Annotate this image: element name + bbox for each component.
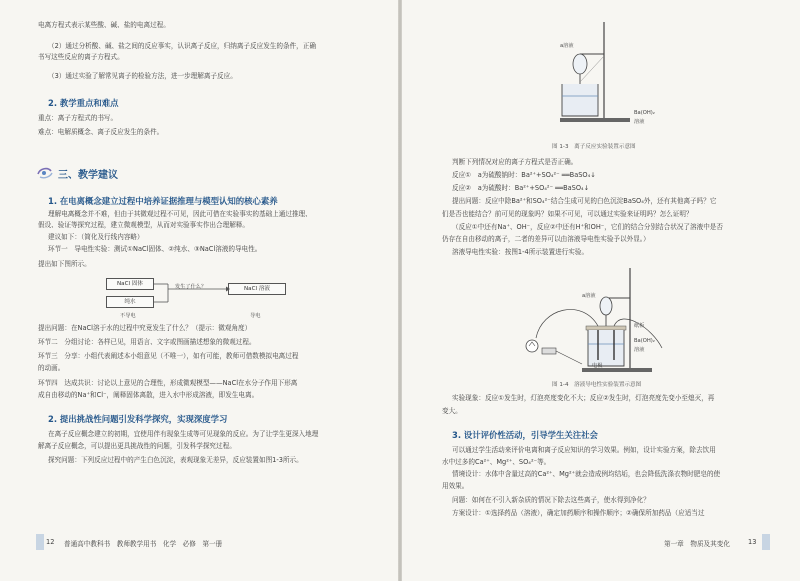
- difficulty-line: 难点：电解质概念、离子反应发生的条件。: [38, 128, 164, 136]
- reaction-1: 反应① a为硫酸钠时：Ba²⁺+SO₄²⁻ ══BaSO₄↓: [452, 171, 596, 179]
- footer-bar-right: [762, 534, 770, 550]
- right-page-number: 13: [748, 538, 757, 546]
- right-page: [402, 0, 800, 581]
- sub1-after-6: 成自由移动的Na⁺和Cl⁻，阐释固体离散，进入水中形成溶液，即发生电离。: [38, 391, 259, 399]
- sub2-line-3: 探究问题：下列反应过程中的产生白色沉淀，表观现象无差异，反应装置如图1-3所示。: [48, 456, 303, 464]
- sub2-line-1: 在离子反应概念建立的初期，宜使用伴有现象生成等可见现象的反应。为了让学生更深入地理: [48, 430, 319, 438]
- fig13-label-reagent: Ba(OH)₂: [634, 110, 655, 116]
- intro-line-1: 电离方程式表示某些酸、碱、盐的电离过程。: [38, 21, 170, 29]
- left-footer-text: 普通高中教科书 教师教学用书 化学 必修 第一册: [64, 540, 223, 548]
- reaction-2: 反应② a为硫酸时：Ba²⁺+SO₄²⁻ ══BaSO₄↓: [452, 184, 590, 192]
- intro-line-2: （2）通过分析酸、碱、盐之间的反应事实，认识离子反应，归纳离子反应发生的条件，正确: [48, 42, 316, 50]
- box-nacl-solution: NaCl 溶液: [228, 283, 286, 295]
- sub3-line-5: 问题：如何在不引入新杂质的情况下除去这些离子，使水得到净化？: [452, 496, 650, 504]
- fig13-label-solution: 溶液: [634, 119, 645, 125]
- right-line-5: 们是否也能结合？前可见的现象吗？如果不可见，可以通过实验来证明吗？怎么证明？: [442, 210, 693, 218]
- sub1-after-5: 环节四 达成共识：讨论以上意见的合理性，形成微观模型——NaCl在水分子作用下形离: [38, 379, 298, 387]
- right-line-7: 仍存在自由移动的离子，二者的差异可以由溶液导电性实验予以外显。）: [442, 235, 650, 243]
- sub1-line-3: 建议如下：（简化及行线内容略）: [48, 233, 144, 241]
- right-line-1: 判断下列情况对应的离子方程式是否正确。: [452, 158, 578, 166]
- fig14-label-reagent: Ba(OH)₂: [634, 338, 655, 344]
- sub1-after-2: 环节二 分组讨论：各样已见，用语言、文字或图画描述想象的微观过程。: [38, 338, 256, 346]
- sub1-title: 1. 在电离概念建立过程中培养证据推理与模型认知的核心素养: [48, 196, 278, 206]
- left-page: [0, 0, 398, 581]
- footer-bar-left: [36, 534, 44, 550]
- label-conduct: 导电: [250, 313, 261, 319]
- focus-line: 重点：离子方程式的书写。: [38, 114, 118, 122]
- sub1-line-2: 假设、验证等探究过程，建立微观模型，从而对实验事实作出合理解释。: [38, 221, 249, 229]
- section-focus-title: 2. 教学重点和难点: [48, 98, 119, 108]
- fig14-caption: 图 1-4 溶液导电性实验装置示意图: [552, 382, 642, 388]
- sub3-title: 3. 设计评价性活动，引导学生关注社会: [452, 430, 598, 440]
- right-line-8: 溶液导电性实验：按图1-4所示装置进行实验。: [452, 248, 589, 256]
- phenomenon-line-2: 变大。: [442, 407, 462, 415]
- sub2-title: 2. 提出挑战性问题引发科学探究，实现深度学习: [48, 414, 228, 424]
- box-nacl-solid: NaCl 固体: [106, 278, 154, 290]
- label-nonconduct: 不导电: [120, 313, 136, 319]
- fig14-label-solution: 溶液: [634, 347, 645, 353]
- sub1-after-1: 提出问题：在NaCl溶于水的过程中究竟发生了什么？（提示：微观角度）: [38, 324, 252, 332]
- main-section-title: 三、教学建议: [58, 170, 118, 181]
- fig14-label-electrode: 电极: [592, 363, 603, 369]
- right-line-6: （反应①中还有Na⁺、OH⁻，反应②中还有H⁺和OH⁻，它们的结合分别结合状况了溶液中是否: [452, 223, 723, 231]
- intro-line-3: 书写这些反应的离子方程式。: [38, 53, 124, 61]
- sub3-line-1: 可以通过学生活动来评价电离和离子反应知识的学习效果。例如，设计实验方案，除去饮用: [452, 446, 716, 454]
- sub3-line-3: 情境设计：水体中含量过高的Ca²⁺、Mg²⁺就会造成例均结垢，也会降低洗涤衣物时肥皂的使: [452, 470, 721, 478]
- fig14-label-burette: a溶液: [582, 293, 596, 299]
- sub1-line-1: 理解电离概念并不难，但由于其微观过程不可见，因此可借在实验事实的基础上通过推理、: [48, 210, 312, 218]
- phenomenon-line-1: 实验现象：反应①发生时，灯泡亮度变化不大；反应②发生时，灯泡亮度先变小至熄灭，再: [452, 394, 715, 402]
- box-water: 纯水: [106, 296, 154, 308]
- fig14-label-paper: 纸板: [634, 323, 645, 329]
- sub1-line-4: 环节一 导电性实验：测试①NaCl固体、②纯水、③NaCl溶液的导电性。: [48, 245, 262, 253]
- diagram-arrow-label: 发生了什么？: [175, 284, 207, 290]
- sub1-after-4: 的动画。: [38, 364, 65, 372]
- sub3-line-6: 方案设计：①选择药品（溶液），确定加药顺序和操作顺序；②确保所加药品（应适当过: [452, 509, 705, 517]
- right-footer-text: 第一章 物质及其变化: [664, 540, 730, 548]
- intro-line-4: （3）通过实验了解常见离子的检验方法，进一步理解离子反应。: [48, 72, 237, 80]
- sub2-line-2: 解离子反应概念，可以提出更具挑战性的问题，引发科学探究过程。: [38, 442, 236, 450]
- sub3-line-4: 用效果。: [442, 482, 469, 490]
- fig13-apparatus: [552, 22, 662, 137]
- fig13-label-burette: a溶液: [560, 43, 574, 49]
- sub1-after-3: 环节三 分享：小组代表阐述本小组意见（不唯一），如有可能，教师可借数模拟电离过程: [38, 352, 299, 360]
- left-page-number: 12: [46, 538, 55, 546]
- swirl-icon: [36, 166, 54, 180]
- right-line-4: 提出问题：反应中除Ba²⁺和SO₄²⁻结合生成可见的白色沉淀BaSO₄外，还有其他离子吗？它: [452, 197, 717, 205]
- sub1-line-5: 提出如下图所示。: [38, 260, 91, 268]
- fig13-caption: 图 1-3 离子反应实验装置示意图: [552, 144, 636, 150]
- sub3-line-2: 水中过多的Ca²⁺、Mg²⁺、SO₄²⁻等。: [442, 458, 551, 466]
